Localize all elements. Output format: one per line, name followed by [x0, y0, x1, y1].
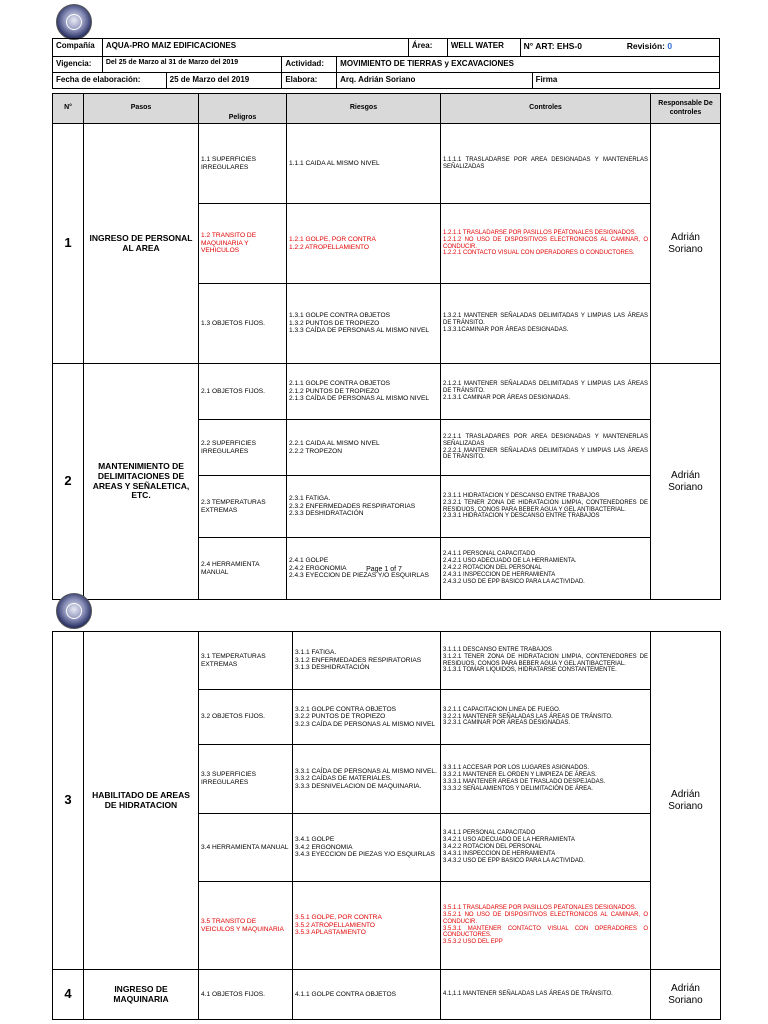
hazard-cell: 3.2 OBJETOS FIJOS.: [199, 690, 293, 745]
elabora-value: Arq. Adrián Soriano: [337, 73, 532, 88]
hazard-cell: 2.3 TEMPERATURAS EXTREMAS: [199, 476, 287, 538]
col-header-pasos: Pasos: [84, 94, 199, 124]
table-row: [53, 124, 721, 204]
risk-table-page1: [52, 93, 721, 600]
step-number: 3: [53, 632, 84, 970]
art-value: 0: [577, 41, 582, 51]
risk-cell: 3.4.1 GOLPE 3.4.2 ERGONOMIA 3.4.3 EYECCION DE PIEZAS Y/O ESQUIRLAS: [293, 814, 441, 882]
risk-cell: 2.2.1 CAIDA AL MISMO NIVEL 2.2.2 TROPEZON: [287, 420, 441, 476]
compania-value: AQUA-PRO MAIZ EDIFICACIONES: [103, 39, 409, 56]
hazard-cell: 3.5 TRANSITO DE VEICULOS Y MAQUINARIA: [199, 882, 293, 970]
hazard-cell: 1.2 TRANSITO DE MAQUINARIA Y VEHICULOS: [199, 204, 287, 284]
control-cell: 3.2.1.1 CAPACITACION LINEA DE FUEGO. 3.2.2.1 MANTENER SEÑALADAS LAS ÁREAS DE TRÁNSITO. 3.2.3.1 CAMINAR POR ÁREAS DESIGNADAS.: [441, 690, 651, 745]
control-cell: 1.1.1.1 TRASLADARSE POR AREA DESIGNADAS Y MANTENERLAS SEÑALIZADAS: [441, 124, 651, 204]
risk-cell: 3.1.1 FATIGA. 3.1.2 ENFERMEDADES RESPIRATORIAS 3.1.3 DESHIDRATACIÓN: [293, 632, 441, 690]
hazard-cell: 1.3 OBJETOS FIJOS.: [199, 284, 287, 364]
col-header-n: N°: [53, 94, 84, 124]
vigencia-value: Del 25 de Marzo al 31 de Marzo del 2019: [103, 57, 282, 72]
hazard-cell: 3.4 HERRAMIENTA MANUAL: [199, 814, 293, 882]
elabora-label: Elabora:: [282, 73, 337, 88]
hazard-cell: 2.4 HERRAMIENTA MANUAL: [199, 538, 287, 600]
compania-label: Compañía: [53, 39, 103, 56]
hazard-cell: 1.1 SUPERFICIES IRREGULARES: [199, 124, 287, 204]
revision-label: Revisión:: [626, 41, 665, 51]
risk-cell: 3.3.1 CAÍDA DE PERSONAS AL MISMO NIVEL. 3.3.2 CAÍDAS DE MATERIALES. 3.3.3 DESNIVELACION DE MAQUINARIA.: [293, 745, 441, 814]
area-value: WELL WATER: [448, 39, 521, 56]
risk-cell: 4.1.1 GOLPE CONTRA OBJETOS: [293, 970, 441, 1020]
step-name: INGRESO DE PERSONAL AL AREA: [84, 124, 199, 364]
control-cell: 3.5.1.1 TRASLADARSE POR PASILLOS PEATONALES DESIGNADOS. 3.5.2.1 NO USO DE DISPOSITIVOS ELECTRONICOS AL CAMINAR, O CONDUCIR. 3.5.3.1 MANTENER CONTACTO VISUAL CON OPERADORES O CONDUCTORES. 3.5.3.2 USO DEL EPP: [441, 882, 651, 970]
risk-cell: 1.1.1 CAIDA AL MISMO NIVEL: [287, 124, 441, 204]
table-row: [53, 970, 721, 1020]
area-label: Área:: [409, 39, 448, 56]
control-cell: 2.3.1.1 HIDRATACION Y DESCANSO ENTRE TRABAJOS 2.3.2.1 TENER ZONA DE HIDRATACION LIMPIA, CONTENEDORES DE RESIDUOS, CONOS PARA BEBER AGUA Y GEL ANTIBACTERIAL. 2.3.3.1 HIDRATACION Y DESCANSO ENTRE TRABAJOS: [441, 476, 651, 538]
art-revision: [521, 39, 719, 56]
vigencia-label: Vigencia:: [53, 57, 103, 72]
step-name: HABILITADO DE AREAS DE HIDRATACION: [84, 632, 199, 970]
hazard-cell: 3.1 TEMPERATURAS EXTREMAS: [199, 632, 293, 690]
step-name: MANTENIMIENTO DE DELIMITACIONES DE AREAS Y SEÑALETICA, ETC.: [84, 364, 199, 600]
step-name: INGRESO DE MAQUINARIA: [84, 970, 199, 1020]
responsable-cell: Adrián Soriano: [651, 124, 721, 364]
hazard-cell: 2.1 OBJETOS FIJOS.: [199, 364, 287, 420]
control-cell: 1.2.1.1 TRASLADARSE POR PASILLOS PEATONALES DESIGNADOS. 1.2.1.2 NO USO DE DISPOSITIVOS ELECTRONICOS AL CAMINAR, O CONDUCIR. 1.2.2.1 CONTACTO VISUAL CON OPERADORES O CONDUCTORES.: [441, 204, 651, 284]
company-logo: [56, 4, 92, 40]
control-cell: 2.2.1.1 TRASLADARES POR AREA DESIGNADAS Y MANTENERLAS SEÑALIZADAS 2.2.2.1 MANTENER SEÑALADAS DELIMITADAS Y LIMPIAS LAS ÁREAS DE TRÁNSITO.: [441, 420, 651, 476]
hazard-cell: 2.2 SUPERFICIES IRREGULARES: [199, 420, 287, 476]
control-cell: 2.4.1.1 PERSONAL CAPACITADO 2.4.2.1 USO ADECUADO DE LA HERRAMIENTA. 2.4.2.2 ROTACION DEL PERSONAL 2.4.3.1 INSPECCION DE HERRAMIENTA 2.4.3.2 USO DE EPP BASICO PARA LA ACTIVIDAD.: [441, 538, 651, 600]
hazard-cell: 3.3 SUPERFICIES IRREGULARES: [199, 745, 293, 814]
actividad-label: Actividad:: [282, 57, 337, 72]
table-row: [53, 632, 721, 690]
col-header-responsable: Responsable De controles: [651, 94, 721, 124]
firma-label: Firma: [535, 75, 558, 84]
control-cell: 3.3.1.1 ACCESAR POR LOS LUGARES ASIGNADOS. 3.3.2.1 MANTENER EL ORDEN Y LIMPIEZA DE ÁREAS. 3.3.3.1 MANTENER AREAS DE TRASLADO DESPEJADAS. 3.3.3.2 SEÑALAMIENTOS Y DELIMITACIÓN DE ÁREA.: [441, 745, 651, 814]
risk-cell: 1.2.1 GOLPE, POR CONTRA 1.2.2 ATROPELLAMIENTO: [287, 204, 441, 284]
actividad-value: MOVIMIENTO DE TIERRAS y EXCAVACIONES: [340, 59, 514, 68]
control-cell: 2.1.2.1 MANTENER SEÑALADAS DELIMITADAS Y LIMPIAS LAS ÁREAS DE TRÁNSITO. 2.1.3.1 CAMINAR POR ÁREAS DESIGNADAS.: [441, 364, 651, 420]
step-number: 2: [53, 364, 84, 600]
risk-table-page2: [52, 631, 721, 1020]
risk-cell: 2.4.1 GOLPE 2.4.2 ERGONOMIA 2.4.3 EYECCION DE PIEZAS Y/O ESQUIRLAS: [287, 538, 441, 600]
art-label: N° ART: EHS-: [523, 41, 578, 51]
risk-cell: 1.3.1 GOLPE CONTRA OBJETOS 1.3.2 PUNTOS DE TROPIEZO 1.3.3 CAÍDA DE PERSONAS AL MISMO NIVEL: [287, 284, 441, 364]
company-logo-page2: [56, 593, 92, 629]
col-header-peligros: Peligros: [199, 94, 287, 124]
col-header-riesgos: Riesgos: [287, 94, 441, 124]
revision-value: 0: [667, 41, 673, 51]
risk-cell: 2.3.1 FATIGA. 2.3.2 ENFERMEDADES RESPIRATORIAS 2.3.3 DESHIDRATACIÓN: [287, 476, 441, 538]
control-cell: 3.1.1.1 DESCANSO ENTRE TRABAJOS 3.1.2.1 TENER ZONA DE HIDRATACION LIMPIA, CONTENEDORES DE RESIDUOS, CONOS PARA BEBER AGUA Y GEL ANTIBACTERIAL. 3.1.3.1 TOMAR LIQUIDOS, HIDRATARSE CONSTANTEMENTE.: [441, 632, 651, 690]
risk-cell: 2.1.1 GOLPE CONTRA OBJETOS 2.1.2 PUNTOS DE TROPIEZO 2.1.3 CAÍDA DE PERSONAS AL MISMO NIVEL: [287, 364, 441, 420]
control-cell: 4.1,1.1 MANTENER SEÑALADAS LAS ÁREAS DE TRÁNSITO.: [441, 970, 651, 1020]
control-cell: 1.3.2.1 MANTENER SEÑALADAS DELIMITADAS Y LIMPIAS LAS ÁREAS DE TRÁNSITO. 1.3.3.1CAMINAR POR ÁREAS DESIGNADAS.: [441, 284, 651, 364]
responsable-cell: Adrián Soriano: [651, 632, 721, 970]
risk-cell: 3.5.1 GOLPE, POR CONTRA 3.5.2 ATROPELLAMIENTO 3.5.3 APLASTAMIENTO: [293, 882, 441, 970]
table-row: [53, 364, 721, 420]
fecha-label: Fecha de elaboración:: [53, 73, 167, 88]
step-number: 1: [53, 124, 84, 364]
hazard-cell: 4.1 OBJETOS FIJOS.: [199, 970, 293, 1020]
page-footer: Page 1 of 7: [366, 566, 402, 573]
step-number: 4: [53, 970, 84, 1020]
fecha-value: 25 de Marzo del 2019: [167, 73, 283, 88]
responsable-cell: Adrián Soriano: [651, 364, 721, 600]
risk-cell: 3.2.1 GOLPE CONTRA OBJETOS 3.2.2 PUNTOS DE TROPIEZO 3.2.3 CAÍDA DE PERSONAS AL MISMO NIVEL: [293, 690, 441, 745]
responsable-cell: Adrián Soriano: [651, 970, 721, 1020]
control-cell: 3.4.1.1 PERSONAL CAPACITADO 3.4.2.1 USO ADECUADO DE LA HERRAMIENTA 3.4.2.2 ROTACION DEL PERSONAL 3.4.3.1 INSPECCION DE HERRAMIENTA 3.4.3.2 USO DE EPP BASICO PARA LA ACTIVIDAD.: [441, 814, 651, 882]
col-header-controles: Controles: [441, 94, 651, 124]
